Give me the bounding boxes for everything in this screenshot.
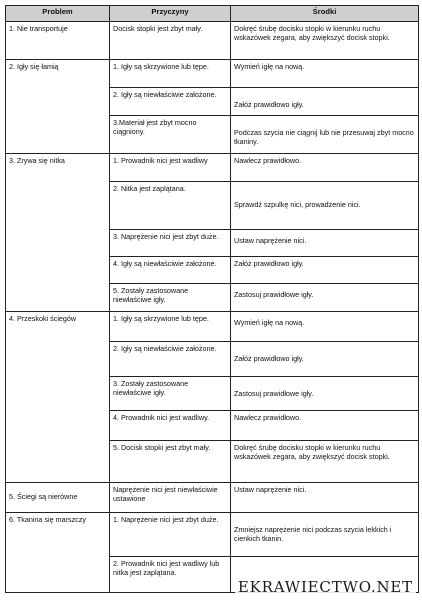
cause-cell: 4. Igły są niewłaściwie założone. xyxy=(110,257,231,284)
table-row xyxy=(6,154,419,182)
cause-cell: Docisk stopki jest zbyt mały. xyxy=(110,22,231,60)
cause-cell: 3. Zostały zastosowane niewłaściwe igły. xyxy=(110,377,231,411)
cause-cell: 1. Igły są skrzywione lub tępe. xyxy=(110,312,231,342)
cause-cell: 4. Prowadnik nici jest wadliwy. xyxy=(110,411,231,441)
cause-cell: Naprężenie nici jest niewłaściwie ustawione xyxy=(110,483,231,513)
remedy-cell xyxy=(231,116,419,154)
table-header-row xyxy=(6,6,419,22)
cause-cell: 5. Zostały zastosowane niewłaściwe igły. xyxy=(110,284,231,312)
cause-cell: 1. Naprężenie nici jest zbyt duże. xyxy=(110,513,231,557)
remedy-text: Ustaw naprężenie nici. xyxy=(234,236,307,245)
remedy-cell xyxy=(231,230,419,257)
remedy-text: Zmniejsz naprężenie nici podczas szycia lekkich i cienkich tkanin. xyxy=(234,525,392,543)
cause-cell: 3.Materiał jest zbyt mocno ciągniony. xyxy=(110,116,231,154)
cause-cell: 2. Igły są niewłaściwie założone. xyxy=(110,88,231,116)
problem-cell: 2. Igły się łamią xyxy=(6,60,110,154)
remedy-text: Sprawdź szpulkę nici, prowadzenie nici. xyxy=(234,200,361,209)
remedy-text: Podczas szycia nie ciągnij lub nie przesuwaj zbyt mocno tkaniny. xyxy=(234,128,414,146)
remedy-cell xyxy=(231,284,419,312)
problem-cell: 1. Nie transportuje xyxy=(6,22,110,60)
remedy-cell xyxy=(231,513,419,557)
problem-text: 5. Ściegi są nierówne xyxy=(9,492,78,501)
remedy-cell: Załóż prawidłowo igły. xyxy=(231,257,419,284)
remedy-cell xyxy=(231,342,419,377)
cause-cell: 1. Prowadnik nici jest wadliwy xyxy=(110,154,231,182)
cause-cell: 2. Nitka jest zaplątana. xyxy=(110,182,231,230)
table-row xyxy=(6,513,419,557)
problem-cell: 4. Przeskoki ściegów xyxy=(6,312,110,483)
remedy-text: Wymień igłę na nową. xyxy=(234,318,305,327)
remedy-cell xyxy=(231,88,419,116)
cause-cell: 5. Docisk stopki jest zbyt mały. xyxy=(110,441,231,483)
remedy-cell: Ustaw naprężenie nici. xyxy=(231,483,419,513)
cause-cell: 2. Prowadnik nici jest wadliwy lub nitka jest zaplątana. xyxy=(110,557,231,593)
header-cause: Przyczyny xyxy=(110,6,231,22)
cause-cell: 1. Igły są skrzywione lub tępe. xyxy=(110,60,231,88)
cause-cell: 3. Naprężenie nici jest zbyt duże. xyxy=(110,230,231,257)
problem-cell: 6. Tkanina się marszczy xyxy=(6,513,110,593)
remedy-text: Załóż prawidłowo igły. xyxy=(234,100,304,109)
table-row xyxy=(6,312,419,342)
remedy-text: Zastosuj prawidłowe igły. xyxy=(234,290,314,299)
remedy-cell xyxy=(231,182,419,230)
troubleshooting-table xyxy=(5,5,419,593)
remedy-cell xyxy=(231,377,419,411)
remedy-cell: Wymień igłę na nową. xyxy=(231,60,419,88)
watermark-text: EKRAWIECTWO.NET xyxy=(235,577,416,596)
table-row xyxy=(6,22,419,60)
remedy-cell: Dokręć śrubę docisku stopki w kierunku ruchu wskazówek zegara, aby zwiększyć docisk stopki. xyxy=(231,441,419,483)
remedy-cell: Nawlecz prawidłowo. xyxy=(231,154,419,182)
remedy-cell: Nawlecz prawidłowo. xyxy=(231,411,419,441)
remedy-text: Zastosuj prawidłowe igły. xyxy=(234,389,314,398)
cause-cell: 2. Igły są niewłaściwie założone. xyxy=(110,342,231,377)
table-row xyxy=(6,60,419,88)
problem-cell: 3. Zrywa się nitka xyxy=(6,154,110,312)
remedy-text: Załóż prawidłowo igły. xyxy=(234,354,304,363)
header-remedy: Środki xyxy=(231,6,419,22)
table-row xyxy=(6,483,419,513)
remedy-cell: Dokręć śrubę docisku stopki w kierunku ruchu wskazówek zegara, aby zwiększyć docisk stopki. xyxy=(231,22,419,60)
header-problem: Problem xyxy=(6,6,110,22)
problem-cell xyxy=(6,483,110,513)
remedy-cell xyxy=(231,312,419,342)
